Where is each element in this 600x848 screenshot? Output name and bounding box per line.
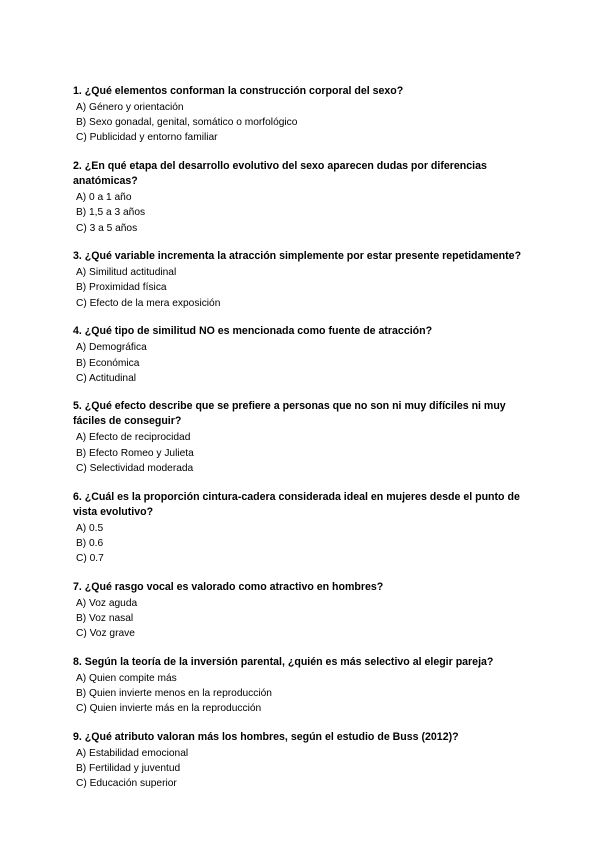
option-c: C) 3 a 5 años [76,222,138,234]
question-item [73,730,533,792]
question-item [73,324,533,386]
option-a: A) Similitud actitudinal [76,267,177,279]
option-b: B) 0.6 [76,537,104,549]
question-text: 9. ¿Qué atributo valoran más los hombres, según el estudio de Buss (2012)? [73,730,459,743]
option-a: A) 0.5 [76,522,104,534]
option-c: C) Actitudinal [76,372,137,384]
option-b: B) Económica [76,357,140,369]
question-text: 2. ¿En qué etapa del desarrollo evolutivo del sexo aparecen dudas por diferencias anatómicas? [73,160,487,188]
option-a: A) Demográfica [76,342,147,354]
question-item [73,159,533,236]
option-a: A) Voz aguda [76,597,138,609]
option-b: B) Quien invierte menos en la reproducción [76,687,272,699]
option-c: C) Voz grave [76,628,135,640]
option-c: C) Publicidad y entorno familiar [76,132,218,144]
question-text: 8. Según la teoría de la inversión parental, ¿quién es más selectivo al elegir pareja? [73,655,494,668]
question-text: 6. ¿Cuál es la proporción cintura-cadera considerada ideal en mujeres desde el punto de vista evolutivo? [73,490,520,518]
option-list [73,190,533,236]
option-list [73,265,533,311]
option-b: B) Fertilidad y juventud [76,763,181,775]
question-text: 5. ¿Qué efecto describe que se prefiere a personas que no son ni muy difíciles ni muy fáciles de conseguir? [73,400,506,428]
question-item [73,249,533,311]
option-b: B) Efecto Romeo y Julieta [76,447,194,459]
option-c: C) 0.7 [76,552,104,564]
option-b: B) 1,5 a 3 años [76,207,146,219]
option-c: C) Efecto de la mera exposición [76,297,221,309]
option-a: A) Género y orientación [76,102,184,113]
option-c: C) Educación superior [76,778,177,790]
option-b: B) Proximidad física [76,282,167,294]
option-b: B) Sexo gonadal, genital, somático o morfológico [76,117,298,129]
option-a: A) 0 a 1 año [76,192,132,204]
option-list [73,746,533,792]
question-text: 4. ¿Qué tipo de similitud NO es mencionada como fuente de atracción? [73,325,433,338]
option-list [73,100,533,146]
option-list [73,596,533,642]
option-a: A) Efecto de reciprocidad [76,432,191,444]
option-list [73,671,533,717]
question-item [73,399,533,476]
question-item [73,490,533,567]
option-list [73,521,533,567]
option-b: B) Voz nasal [76,612,134,624]
question-item [73,655,533,717]
option-list [73,340,533,386]
option-a: A) Quien compite más [76,672,177,684]
question-text: 3. ¿Qué variable incrementa la atracción simplemente por estar presente repetidamente? [73,250,522,263]
question-item [73,580,533,642]
question-text: 7. ¿Qué rasgo vocal es valorado como atractivo en hombres? [73,580,384,593]
option-list [73,430,533,476]
question-list [73,84,533,805]
question-item [73,84,533,146]
option-c: C) Quien invierte más en la reproducción [76,703,262,715]
option-c: C) Selectividad moderada [76,462,194,474]
option-a: A) Estabilidad emocional [76,747,189,759]
question-text: 1. ¿Qué elementos conforman la construcción corporal del sexo? [73,85,404,97]
